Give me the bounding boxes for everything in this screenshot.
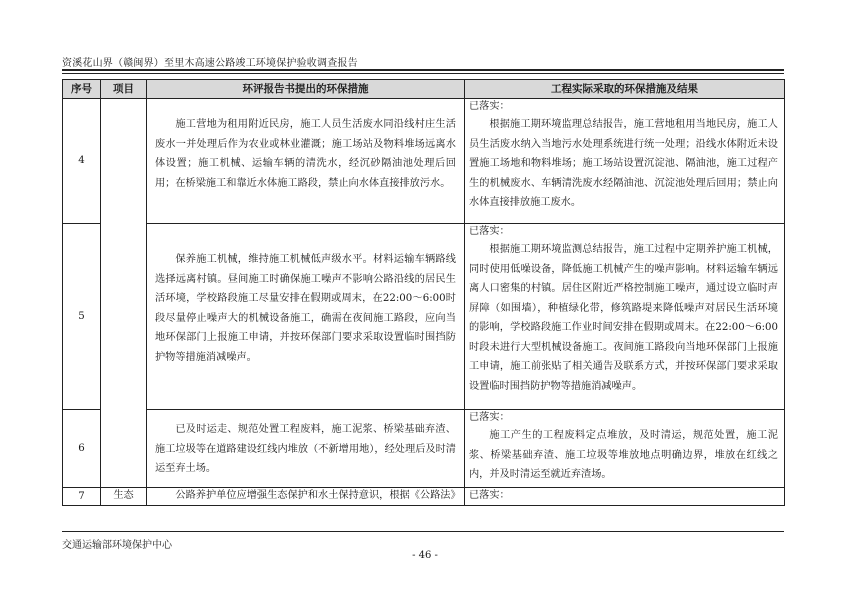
actual-text: 根据施工期环境监理总结报告，施工营地租用当地民房，施工人员生活废水纳入当地污水处理系统进行统一处理；沿线水体附近未设置施工场地和物料堆场；施工场站设置沉淀池、隔油池，施工过程产生的机械废水、车辆清洗废水经隔油池、沉淀池处理后回用；禁止向水体直接排放施工废水。 <box>469 119 778 208</box>
project-label: 生态 <box>113 490 134 501</box>
footer-rule <box>62 531 784 532</box>
table-header-row <box>63 80 785 99</box>
row-number: 4 <box>63 99 101 224</box>
col-header-actual: 工程实际采取的环保措施及结果 <box>465 80 785 99</box>
row-number: 5 <box>63 224 101 410</box>
proposed-cell <box>147 224 465 410</box>
table-row <box>63 224 785 410</box>
table-row <box>63 410 785 488</box>
proposed-text: 保养施工机械，维持施工机械低声级水平。材料运输车辆路线选择远离村镇。昼间施工时确保施工噪声不影响公路沿线的居民生活环境，学校路段施工尽量安排在假期或周末，在22:00～6:00时段尽量停止噪声大的机械设备施工，确需在夜间施工路段，应向当地环保部门上报施工申请，并按环保部门要求采取设置临时围挡防护物等措施消减噪声。 <box>155 254 456 363</box>
row-number: 6 <box>63 410 101 488</box>
proposed-text: 公路养护单位应增强生态保护和水土保持意识，根据《公路法》 <box>175 490 461 501</box>
header-rule-thin <box>62 73 784 74</box>
status-label: 已落实： <box>469 101 510 112</box>
footer-organization: 交通运输部环境保护中心 <box>62 540 172 551</box>
status-label: 已落实： <box>469 412 510 423</box>
actual-cell <box>465 488 785 506</box>
report-header-title: 资溪花山界（赣闽界）至里木高速公路竣工环境保护验收调查报告 <box>62 58 358 69</box>
col-header-proposed: 环评报告书提出的环保措施 <box>147 80 465 99</box>
proposed-text: 施工营地为租用附近民房，施工人员生活废水同沿线村庄生活废水一并处理后作为农业或林业灌溉；施工场站及物料堆场远离水体设置；施工机械、运输车辆的清洗水，经沉砂隔油池处理后回用；在桥梁施工和靠近水体施工路段，禁止向水体直接排放污水。 <box>155 119 456 189</box>
actual-cell <box>465 99 785 224</box>
status-label: 已落实： <box>469 226 510 237</box>
actual-text: 施工产生的工程废料定点堆放，及时清运，规范处置，施工泥浆、桥梁基础弃渣、施工垃圾等堆放地点明确边界，堆放在红线之内，并及时清运至就近弃渣场。 <box>469 430 778 480</box>
actual-cell <box>465 410 785 488</box>
project-cell <box>101 99 147 488</box>
proposed-cell <box>147 99 465 224</box>
header-rule-thick <box>62 69 784 71</box>
proposed-text: 已及时运走、规范处置工程废料，施工泥浆、桥梁基础弃渣、施工垃圾等在道路建设红线内堆放（不新增用地），经处理后及时清运至弃土场。 <box>155 424 456 474</box>
table-row <box>63 488 785 506</box>
proposed-cell <box>147 410 465 488</box>
project-cell <box>101 488 147 506</box>
col-header-no: 序号 <box>63 80 101 99</box>
measures-table <box>62 79 785 506</box>
row-number: 7 <box>63 488 101 506</box>
page-number: - 46 - <box>412 550 438 561</box>
proposed-cell <box>147 488 465 506</box>
actual-cell <box>465 224 785 410</box>
col-header-project: 项目 <box>101 80 147 99</box>
status-label: 已落实： <box>469 490 510 501</box>
actual-text: 根据施工期环境监测总结报告，施工过程中定期养护施工机械，同时使用低噪设备，降低施工机械产生的噪声影响。材料运输车辆远离人口密集的村镇。居住区附近严格控制施工噪声，通过设立临时声屏障（如围墙），种植绿化带，修筑路堤来降低噪声对居民生活环境的影响，学校路段施工作业时间安排在假期或周末。在22:00～6:00时段未进行大型机械设备施工。夜间施工路段向当地环保部门上报施工申请，施工前张贴了相关通告及联系方式，并按环保部门要求采取设置临时围挡防护物等措施消减噪声。 <box>469 244 778 392</box>
table-row <box>63 99 785 224</box>
